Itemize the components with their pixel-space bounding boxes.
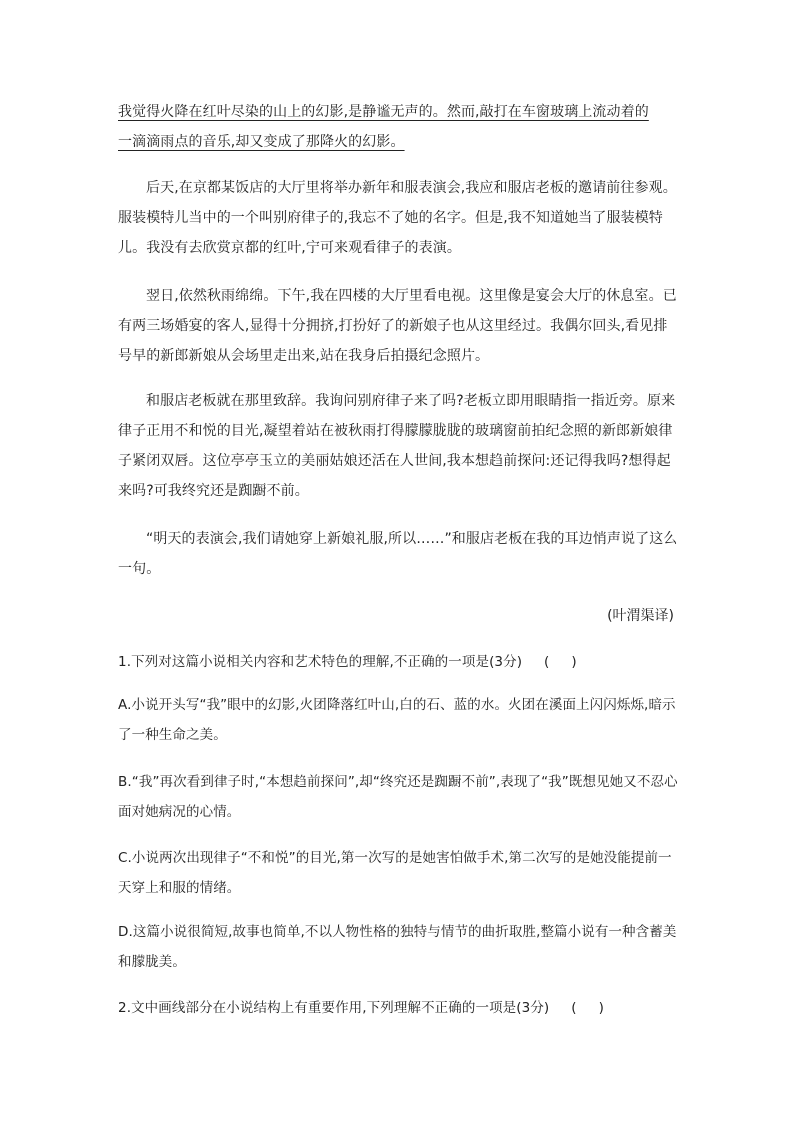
- question-1-option-a: A.小说开头写“我”眼中的幻影,火团降落红叶山,白的石、蓝的水。火团在溪面上闪闪烁烁,暗示了一种生命之美。: [118, 697, 676, 743]
- question-1-option-c: C.小说两次出现律子“不和悦”的目光,第一次写的是她害怕做手术,第二次写的是她没能提前一天穿上和服的情绪。: [118, 850, 672, 896]
- translator-credit: (叶渭渠译): [607, 608, 674, 624]
- paragraph-5: “明天的表演会,我们请她穿上新娘礼服,所以……”和服店老板在我的耳边悄声说了这么一句。: [118, 531, 678, 577]
- paragraph-3: 翌日,依然秋雨绵绵。下午,我在四楼的大厅里看电视。这里像是宴会大厅的休息室。已有两三场婚宴的客人,显得十分拥挤,打扮好了的新娘子也从这里经过。我偶尔回头,看见排号早的新郎新娘从会场里走出来,站在我身后拍摄纪念照片。: [118, 288, 677, 364]
- paragraph-4: 和服店老板就在那里致辞。我询问别府律子来了吗?老板立即用眼睛指一指近旁。原来律子正用不和悦的目光,凝望着站在被秋雨打得朦朦胧胧的玻璃窗前拍纪念照的新郎新娘律子紧闭双唇。这位亭亭玉立的美丽姑娘还活在人世间,我本想趋前探问:还记得我吗?想得起来吗?可我终究还是踟蹰不前。: [118, 393, 676, 499]
- underlined-line-1: 我觉得火降在红叶尽染的山上的幻影,是静谧无声的。然而,敲打在车窗玻璃上流动着的: [118, 104, 649, 120]
- question-1-option-d: D.这篇小说很简短,故事也简单,不以人物性格的独特与情节的曲折取胜,整篇小说有一种含蓄美和朦胧美。: [118, 924, 677, 970]
- question-2: 2.文中画线部分在小说结构上有重要作用,下列理解不正确的一项是(3分) ( ): [118, 1000, 604, 1016]
- question-1-option-b: B.“我”再次看到律子时,“本想趋前探问”,却“终究还是踟蹰不前”,表现了“我”既想见她又不忍心面对她病况的心情。: [118, 774, 678, 820]
- underlined-line-2: 一滴滴雨点的音乐,却又变成了那降火的幻影。: [118, 134, 405, 150]
- paragraph-2: 后天,在京都某饭店的大厅里将举办新年和服表演会,我应和服店老板的邀请前往参观。服装模特儿当中的一个叫别府律子的,我忘不了她的名字。但是,我不知道她当了服装模特儿。我没有去欣赏京都的红叶,宁可来观看律子的表演。: [118, 180, 677, 256]
- question-1: 1.下列对这篇小说相关内容和艺术特色的理解,不正确的一项是(3分) ( ): [118, 654, 577, 670]
